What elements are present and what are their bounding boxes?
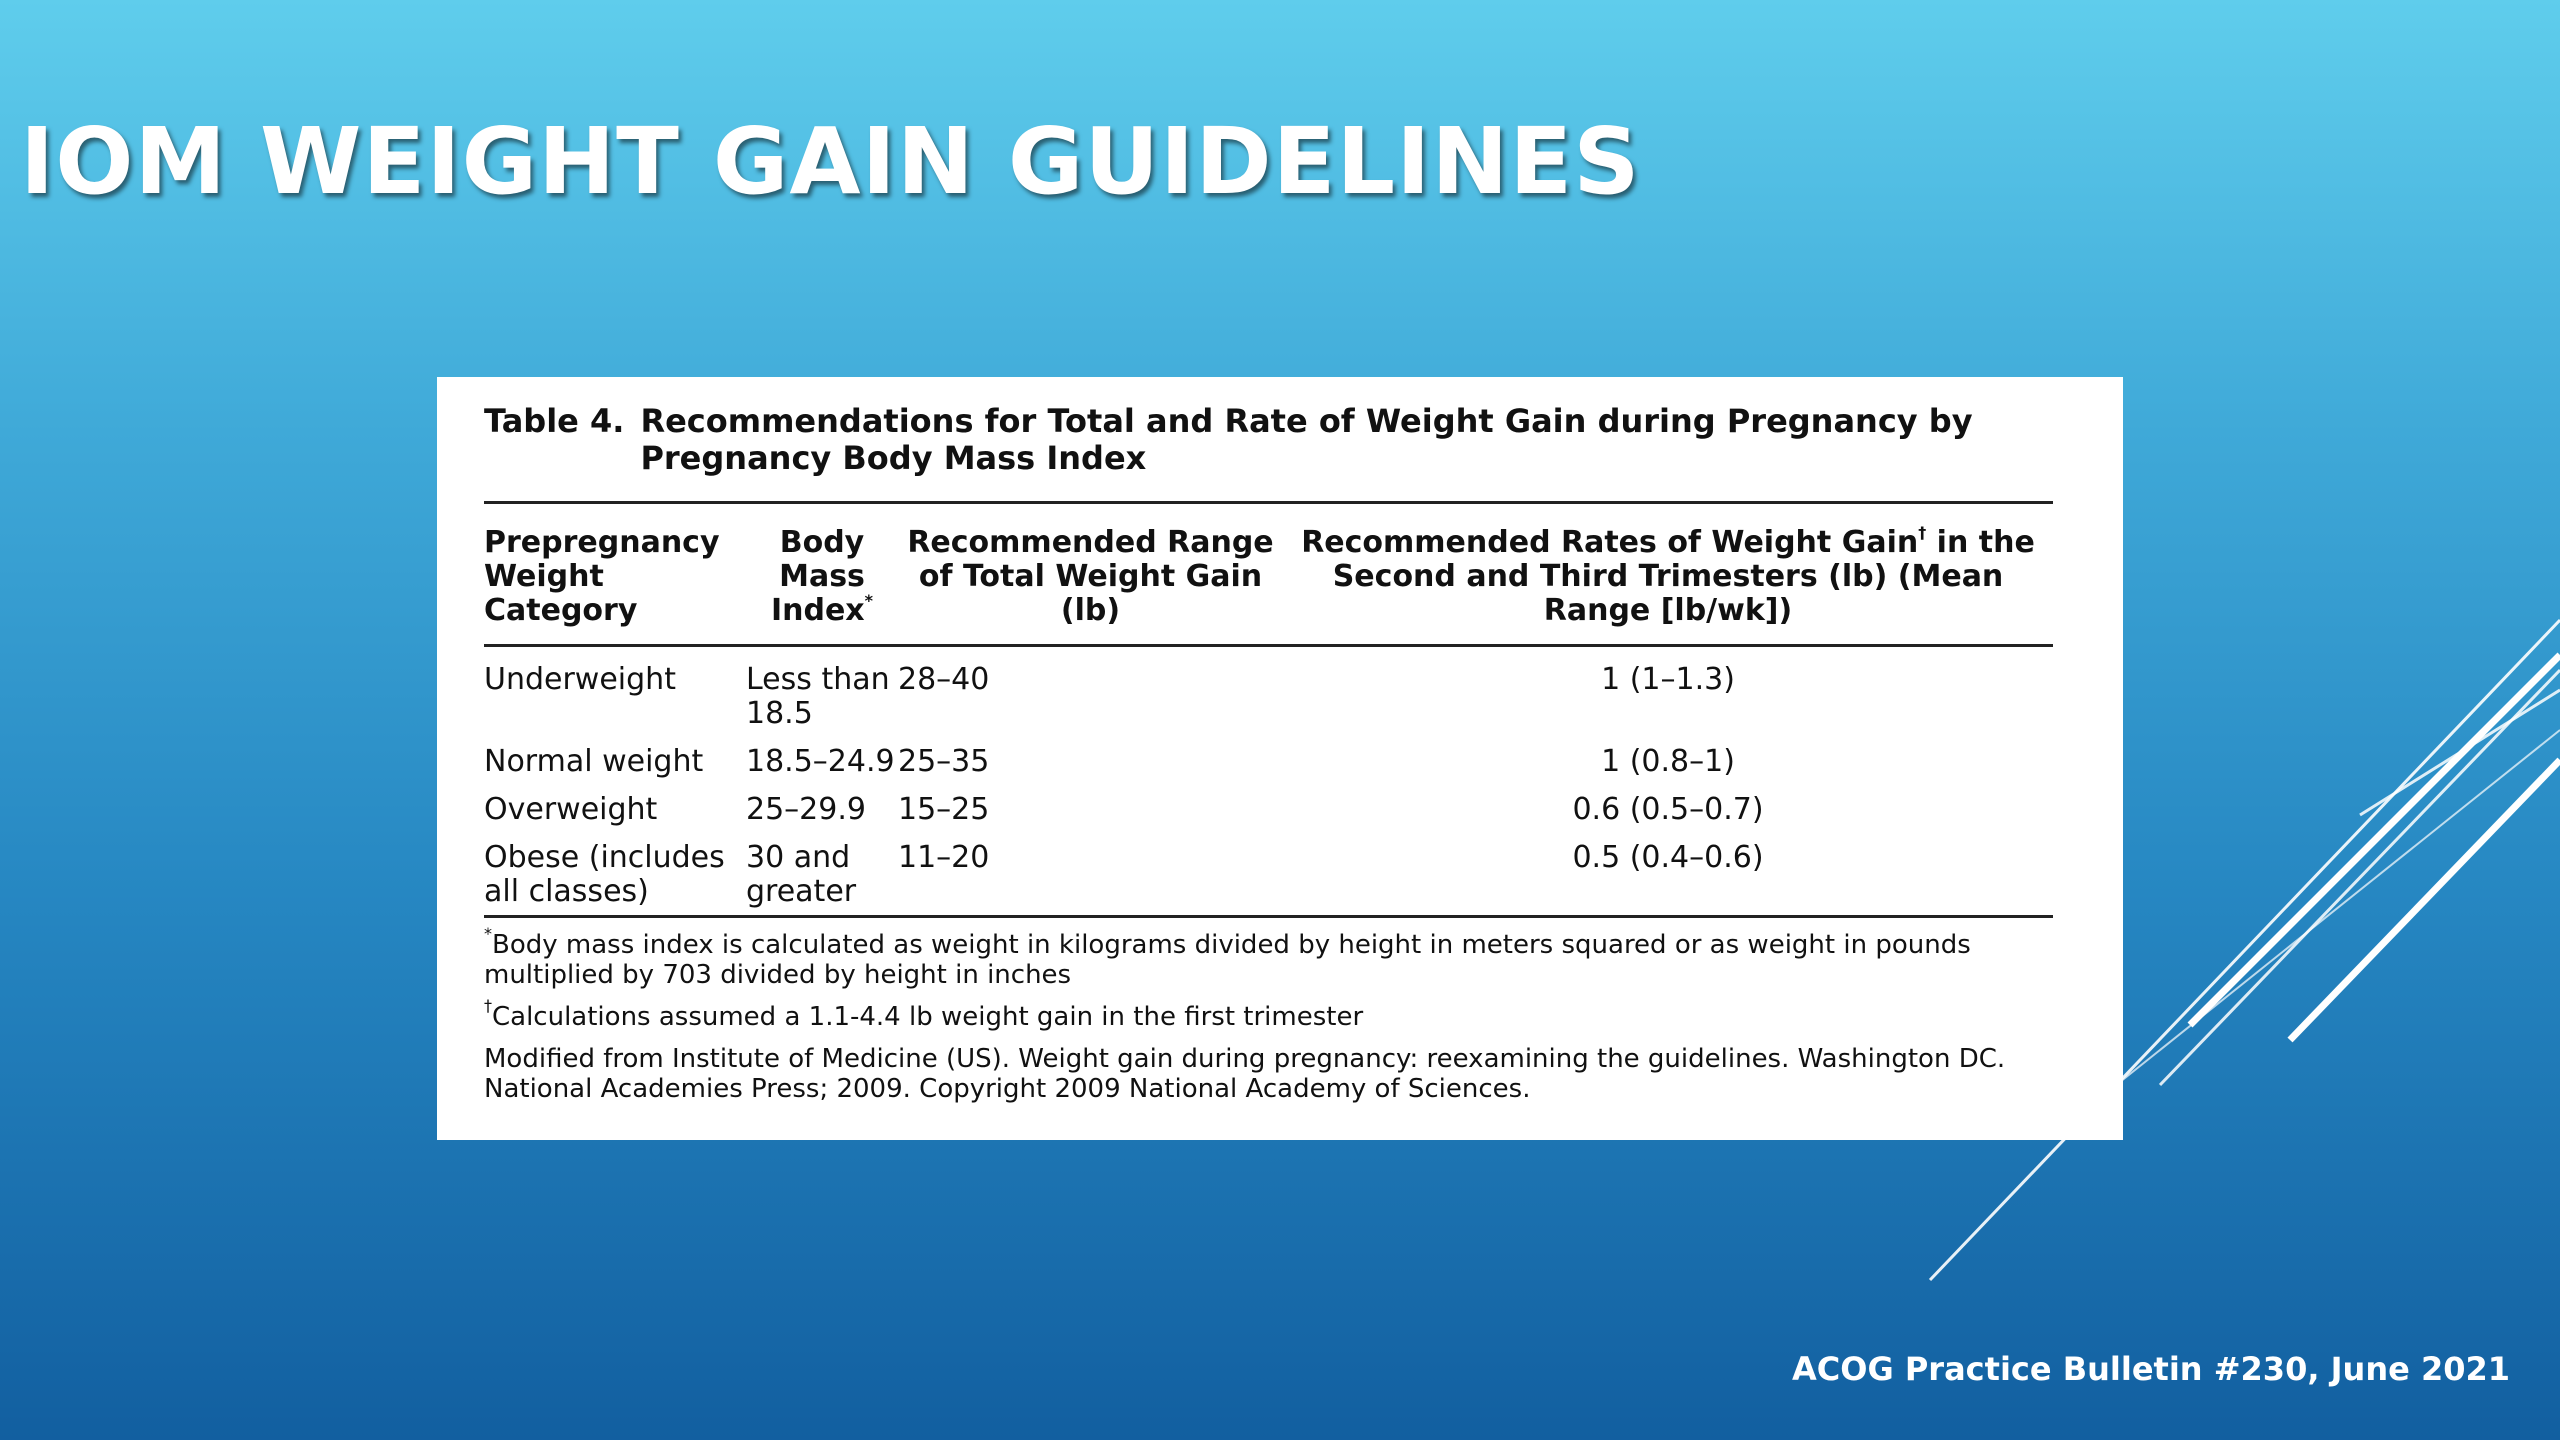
source-credit: ACOG Practice Bulletin #230, June 2021 <box>1791 1350 2510 1388</box>
cell-total-gain: 11–20 <box>898 840 990 875</box>
cell-category: Normal weight <box>484 744 704 779</box>
cell-rate: 0.5 (0.4–0.6) <box>1572 840 1764 875</box>
weight-gain-table <box>484 504 2053 918</box>
header-rate: Recommended Rates of Weight Gain† in the Second and Third Trimesters (lb) (Mean Range [lb/wk]) <box>1301 523 2035 628</box>
table-row <box>484 737 2053 785</box>
header-bmi: Body Mass Index* <box>770 525 874 628</box>
table-row <box>484 646 2053 738</box>
header-total-gain: Recommended Range of Total Weight Gain (lb) <box>907 525 1274 628</box>
cell-category: Underweight <box>484 662 676 697</box>
footnote-bmi: *Body mass index is calculated as weight in kilograms divided by height in meters squared or as weight in pounds multiplied by 703 divided by height in inches <box>484 924 1971 990</box>
cell-rate: 1 (0.8–1) <box>1601 744 1735 779</box>
table-document <box>437 377 2123 1140</box>
table-header-row <box>484 504 2053 646</box>
cell-bmi: 25–29.9 <box>746 792 866 827</box>
source-note: Modified from Institute of Medicine (US). Weight gain during pregnancy: reexamining the guidelines. Washington DC. National Academies Press; 2009. Copyright 2009 National Academy of Sciences. <box>484 1044 2006 1104</box>
table-row <box>484 833 2053 917</box>
cell-total-gain: 25–35 <box>898 744 990 779</box>
cell-category: Overweight <box>484 792 658 827</box>
footnote-calculation: †Calculations assumed a 1.1-4.4 lb weight gain in the first trimester <box>484 996 1364 1032</box>
slide-title: IOM WEIGHT GAIN GUIDELINES <box>20 108 1641 215</box>
table-row <box>484 785 2053 833</box>
cell-bmi: 30 and greater <box>746 840 857 909</box>
cell-bmi: 18.5–24.9 <box>746 744 895 779</box>
cell-category: Obese (includes all classes) <box>484 840 725 909</box>
cell-bmi: Less than 18.5 <box>746 662 890 731</box>
cell-rate: 1 (1–1.3) <box>1601 662 1735 697</box>
header-category: Prepregnancy Weight Category <box>484 525 720 628</box>
table-label: Table 4. <box>484 402 625 440</box>
table-caption <box>484 403 2053 477</box>
cell-total-gain: 15–25 <box>898 792 990 827</box>
cell-rate: 0.6 (0.5–0.7) <box>1572 792 1764 827</box>
cell-total-gain: 28–40 <box>898 662 990 697</box>
table-caption-text: Recommendations for Total and Rate of Weight Gain during Pregnancy by Pregnancy Body Mass Index <box>640 402 1973 477</box>
